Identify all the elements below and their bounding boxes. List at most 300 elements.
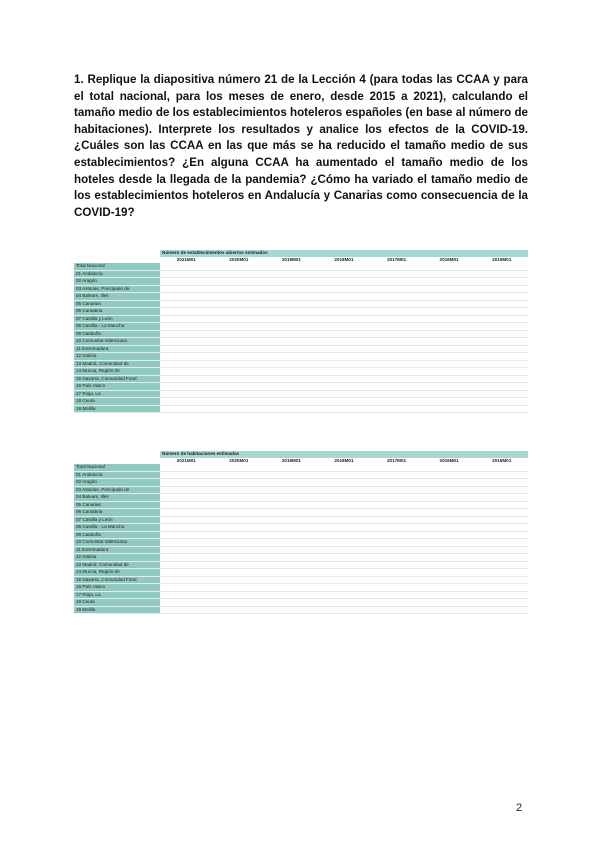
- table-cell: [213, 606, 266, 614]
- table-cell: [370, 383, 423, 391]
- table-cell: [423, 591, 476, 599]
- table-cell: [265, 293, 318, 301]
- table-row: [74, 584, 528, 592]
- table-cell: [475, 606, 528, 614]
- table-cell: [423, 479, 476, 487]
- table-cell: [475, 531, 528, 539]
- table-cell: [265, 464, 318, 471]
- table-cell: [370, 471, 423, 479]
- table-cell: [213, 338, 266, 346]
- table-cell: [213, 471, 266, 479]
- table-cell: [318, 285, 371, 293]
- table-cell: [213, 524, 266, 532]
- table-cell: [213, 270, 266, 278]
- table-row: [74, 338, 528, 346]
- table-cell: [475, 584, 528, 592]
- table-cell: [318, 486, 371, 494]
- table-cell: [160, 405, 213, 413]
- table-cell: [213, 278, 266, 286]
- table-cell: [423, 390, 476, 398]
- table-cell: [423, 531, 476, 539]
- table-cell: [370, 368, 423, 376]
- table-cell: [265, 345, 318, 353]
- table-cell: [213, 405, 266, 413]
- table-cell: [370, 606, 423, 614]
- table-row: [74, 471, 528, 479]
- table-cell: [475, 486, 528, 494]
- table-title: Número de establecimientos abiertos estimados: [160, 250, 528, 257]
- row-label: Total Nacional: [74, 464, 160, 471]
- table-cell: [265, 353, 318, 361]
- table-cell: [160, 524, 213, 532]
- table-cell: [475, 561, 528, 569]
- table-cell: [213, 330, 266, 338]
- table-cell: [318, 539, 371, 547]
- row-label: 06 Cantabria: [74, 308, 160, 316]
- table-cell: [370, 405, 423, 413]
- table-row: [74, 375, 528, 383]
- table-cell: [318, 464, 371, 471]
- table-cell: [423, 554, 476, 562]
- table-cell: [213, 360, 266, 368]
- table-row: [74, 308, 528, 316]
- table-cell: [213, 315, 266, 323]
- table-cell: [160, 471, 213, 479]
- column-header: 2018M01: [318, 458, 371, 465]
- table-cell: [423, 330, 476, 338]
- table-cell: [318, 293, 371, 301]
- table-cell: [423, 368, 476, 376]
- column-header: 2016M01: [423, 257, 476, 264]
- table-cell: [265, 479, 318, 487]
- table-cell: [370, 308, 423, 316]
- table-cell: [423, 278, 476, 286]
- exercise-statement: 1. Replique la diapositiva número 21 de la Lección 4 (para todas las CCAA y para el total nacional, para los meses de enero, desde 2015 a 2021), calculando el tamaño medio de los establecimientos hoteleros españoles (en base al número de habitaciones). Interprete los resultados y analice los efectos de la COVID-19. ¿Cuáles son las CCAA en las que más se ha reducido el tamaño medio de sus establecimientos? ¿En alguna CCAA ha aumentado el tamaño medio de los hoteles desde la llegada de la pandemia? ¿Cómo ha variado el tamaño medio de los establecimientos hoteleros en Andalucía y Canarias como consecuencia de la COVID-19?: [74, 73, 528, 219]
- establishments-grid: [74, 250, 528, 413]
- table-cell: [423, 569, 476, 577]
- table-cell: [370, 584, 423, 592]
- row-label: 04 Balears, Illes: [74, 494, 160, 502]
- table-cell: [265, 270, 318, 278]
- table-cell: [475, 405, 528, 413]
- table-cell: [160, 509, 213, 517]
- table-row: [74, 606, 528, 614]
- table-cell: [475, 398, 528, 406]
- table-row: [74, 569, 528, 577]
- table-row: [74, 479, 528, 487]
- table-cell: [423, 405, 476, 413]
- table-cell: [370, 494, 423, 502]
- column-header: 2020M01: [213, 257, 266, 264]
- table-cell: [475, 539, 528, 547]
- table-cell: [160, 278, 213, 286]
- table-cell: [475, 383, 528, 391]
- row-label: 01 Andalucía: [74, 471, 160, 479]
- table-cell: [265, 338, 318, 346]
- column-header: 2019M01: [265, 257, 318, 264]
- row-label: 12 Galicia: [74, 353, 160, 361]
- table-cell: [318, 599, 371, 607]
- table-cell: [213, 308, 266, 316]
- row-label: 03 Asturias, Principado de: [74, 285, 160, 293]
- table-cell: [318, 576, 371, 584]
- table-cell: [423, 338, 476, 346]
- table-cell: [265, 591, 318, 599]
- row-label: 13 Madrid, Comunidad de: [74, 561, 160, 569]
- table-cell: [370, 353, 423, 361]
- table-cell: [160, 599, 213, 607]
- table-cell: [318, 315, 371, 323]
- table-cell: [265, 486, 318, 494]
- table-cell: [423, 263, 476, 270]
- table-cell: [423, 576, 476, 584]
- table-cell: [160, 531, 213, 539]
- establishments-table: [74, 250, 528, 413]
- table-cell: [213, 599, 266, 607]
- table-cell: [318, 308, 371, 316]
- row-label: 09 Cataluña: [74, 330, 160, 338]
- table-cell: [160, 323, 213, 331]
- table-cell: [423, 383, 476, 391]
- table-cell: [475, 338, 528, 346]
- table-cell: [160, 330, 213, 338]
- table-cell: [423, 285, 476, 293]
- table-cell: [318, 471, 371, 479]
- table-cell: [213, 285, 266, 293]
- table-row: [74, 539, 528, 547]
- table-cell: [318, 353, 371, 361]
- table-cell: [475, 471, 528, 479]
- table-cell: [213, 293, 266, 301]
- row-label: 10 Comunitat Valenciana: [74, 539, 160, 547]
- table-cell: [160, 539, 213, 547]
- table-cell: [318, 584, 371, 592]
- table-cell: [423, 486, 476, 494]
- table-cell: [475, 375, 528, 383]
- table-cell: [423, 599, 476, 607]
- table-cell: [475, 546, 528, 554]
- table-cell: [213, 300, 266, 308]
- table-cell: [213, 345, 266, 353]
- row-label: 16 País Vasco: [74, 584, 160, 592]
- table-cell: [318, 300, 371, 308]
- table-cell: [370, 569, 423, 577]
- column-header: 2021M01: [160, 257, 213, 264]
- table-row: [74, 591, 528, 599]
- table-cell: [370, 315, 423, 323]
- table-cell: [423, 375, 476, 383]
- table-cell: [160, 368, 213, 376]
- table-cell: [318, 345, 371, 353]
- column-header: 2017M01: [370, 458, 423, 465]
- table-cell: [423, 323, 476, 331]
- table-row: [74, 360, 528, 368]
- row-label: 19 Melilla: [74, 606, 160, 614]
- table-cell: [213, 546, 266, 554]
- table-cell: [213, 516, 266, 524]
- table-cell: [213, 584, 266, 592]
- table-cell: [160, 345, 213, 353]
- table-cell: [370, 338, 423, 346]
- table-cell: [423, 539, 476, 547]
- table-row: [74, 576, 528, 584]
- table-cell: [265, 398, 318, 406]
- row-label: 11 Extremadura: [74, 546, 160, 554]
- table-cell: [265, 599, 318, 607]
- table-cell: [160, 576, 213, 584]
- table-cell: [213, 539, 266, 547]
- table-cell: [213, 353, 266, 361]
- table-cell: [475, 278, 528, 286]
- row-label: 07 Castilla y León: [74, 315, 160, 323]
- table-cell: [423, 509, 476, 517]
- row-label: 18 Ceuta: [74, 398, 160, 406]
- table-cell: [160, 360, 213, 368]
- table-cell: [318, 569, 371, 577]
- row-label: 05 Canarias: [74, 300, 160, 308]
- table-row: [74, 501, 528, 509]
- page-number: 2: [516, 802, 523, 814]
- table-cell: [318, 375, 371, 383]
- table-cell: [370, 263, 423, 270]
- table-row: [74, 494, 528, 502]
- table-cell: [265, 368, 318, 376]
- row-label: 06 Cantabria: [74, 509, 160, 517]
- table-row: [74, 315, 528, 323]
- table-cell: [370, 293, 423, 301]
- table-cell: [213, 368, 266, 376]
- table-cell: [265, 278, 318, 286]
- row-label: 01 Andalucía: [74, 270, 160, 278]
- table-cell: [213, 561, 266, 569]
- table-cell: [370, 501, 423, 509]
- table-cell: [160, 263, 213, 270]
- table-row: [74, 554, 528, 562]
- table-cell: [318, 360, 371, 368]
- table-cell: [160, 486, 213, 494]
- row-label: 14 Murcia, Región de: [74, 368, 160, 376]
- table-cell: [318, 509, 371, 517]
- table-cell: [318, 554, 371, 562]
- table-cell: [475, 270, 528, 278]
- table-cell: [213, 263, 266, 270]
- table-cell: [160, 479, 213, 487]
- table-cell: [370, 554, 423, 562]
- row-label: 10 Comunitat Valenciana: [74, 338, 160, 346]
- table-cell: [423, 345, 476, 353]
- table-cell: [475, 300, 528, 308]
- table-cell: [475, 569, 528, 577]
- row-label: 18 Ceuta: [74, 599, 160, 607]
- table-cell: [213, 479, 266, 487]
- table-cell: [160, 383, 213, 391]
- row-label: 08 Castilla - La Mancha: [74, 323, 160, 331]
- table-cell: [265, 584, 318, 592]
- table-cell: [265, 501, 318, 509]
- table-cell: [370, 278, 423, 286]
- row-label: 15 Navarra, Comunidad Foral: [74, 375, 160, 383]
- table-cell: [423, 300, 476, 308]
- table-title: Número de habitaciones estimadas: [160, 451, 528, 458]
- table-cell: [370, 330, 423, 338]
- table-cell: [213, 494, 266, 502]
- table-cell: [370, 360, 423, 368]
- table-cell: [213, 375, 266, 383]
- table-cell: [318, 263, 371, 270]
- row-label: 08 Castilla - La Mancha: [74, 524, 160, 532]
- table-cell: [475, 285, 528, 293]
- table-cell: [370, 285, 423, 293]
- table-cell: [265, 516, 318, 524]
- table-cell: [265, 405, 318, 413]
- table-row: [74, 383, 528, 391]
- table-cell: [318, 368, 371, 376]
- table-cell: [265, 383, 318, 391]
- row-label: 05 Canarias: [74, 501, 160, 509]
- table-cell: [160, 569, 213, 577]
- table-row: [74, 561, 528, 569]
- table-cell: [265, 315, 318, 323]
- table-cell: [423, 315, 476, 323]
- table-cell: [160, 561, 213, 569]
- table-row: [74, 524, 528, 532]
- table-cell: [213, 591, 266, 599]
- table-row: [74, 285, 528, 293]
- table-cell: [160, 501, 213, 509]
- table-cell: [265, 524, 318, 532]
- table-cell: [475, 360, 528, 368]
- rooms-grid: [74, 451, 528, 614]
- table-cell: [475, 368, 528, 376]
- table-row: [74, 345, 528, 353]
- row-label: Total Nacional: [74, 263, 160, 270]
- column-header: 2017M01: [370, 257, 423, 264]
- table-cell: [265, 576, 318, 584]
- table-cell: [475, 591, 528, 599]
- table-cell: [318, 524, 371, 532]
- table-cell: [318, 405, 371, 413]
- table-row: [74, 486, 528, 494]
- table-cell: [370, 546, 423, 554]
- table-cell: [265, 554, 318, 562]
- table-cell: [318, 606, 371, 614]
- table-cell: [370, 300, 423, 308]
- table-cell: [213, 576, 266, 584]
- table-cell: [370, 390, 423, 398]
- table-cell: [370, 524, 423, 532]
- table-cell: [265, 300, 318, 308]
- table-cell: [370, 398, 423, 406]
- table-cell: [318, 479, 371, 487]
- table-cell: [475, 554, 528, 562]
- table-cell: [265, 561, 318, 569]
- table-cell: [160, 606, 213, 614]
- row-label: 19 Melilla: [74, 405, 160, 413]
- table-cell: [423, 353, 476, 361]
- table-cell: [318, 531, 371, 539]
- table-cell: [213, 383, 266, 391]
- table-cell: [475, 501, 528, 509]
- table-cell: [160, 285, 213, 293]
- table-cell: [318, 561, 371, 569]
- row-label: 11 Extremadura: [74, 345, 160, 353]
- table-cell: [265, 285, 318, 293]
- table-cell: [475, 293, 528, 301]
- table-row: [74, 531, 528, 539]
- table-cell: [370, 509, 423, 517]
- table-cell: [160, 464, 213, 471]
- table-cell: [318, 338, 371, 346]
- table-cell: [423, 561, 476, 569]
- table-cell: [423, 270, 476, 278]
- table-cell: [318, 278, 371, 286]
- rooms-table: [74, 451, 528, 614]
- table-cell: [265, 471, 318, 479]
- table-cell: [370, 479, 423, 487]
- table-row: [74, 278, 528, 286]
- table-cell: [370, 576, 423, 584]
- table-cell: [160, 398, 213, 406]
- table-cell: [475, 345, 528, 353]
- table-cell: [423, 398, 476, 406]
- table-cell: [213, 464, 266, 471]
- table-cell: [423, 546, 476, 554]
- table-cell: [475, 315, 528, 323]
- table-row: [74, 516, 528, 524]
- table-cell: [213, 569, 266, 577]
- row-label: 04 Balears, Illes: [74, 293, 160, 301]
- table-cell: [475, 390, 528, 398]
- row-label: 15 Navarra, Comunidad Foral: [74, 576, 160, 584]
- table-cell: [160, 270, 213, 278]
- table-cell: [265, 263, 318, 270]
- table-cell: [265, 509, 318, 517]
- table-cell: [318, 383, 371, 391]
- row-label: 02 Aragón: [74, 479, 160, 487]
- table-cell: [318, 323, 371, 331]
- row-label: 16 País Vasco: [74, 383, 160, 391]
- table-cell: [160, 315, 213, 323]
- table-cell: [423, 524, 476, 532]
- table-cell: [370, 323, 423, 331]
- table-cell: [213, 486, 266, 494]
- table-cell: [370, 561, 423, 569]
- table-cell: [318, 591, 371, 599]
- column-header: 2015M01: [475, 257, 528, 264]
- table-cell: [423, 494, 476, 502]
- table-cell: [370, 345, 423, 353]
- table-cell: [475, 576, 528, 584]
- row-label: 13 Madrid, Comunidad de: [74, 360, 160, 368]
- table-cell: [160, 591, 213, 599]
- table-cell: [265, 569, 318, 577]
- table-cell: [475, 263, 528, 270]
- table-cell: [370, 539, 423, 547]
- table-row: [74, 368, 528, 376]
- table-cell: [213, 509, 266, 517]
- table-cell: [475, 516, 528, 524]
- table-cell: [160, 516, 213, 524]
- table-cell: [370, 591, 423, 599]
- table-cell: [318, 330, 371, 338]
- table-cell: [318, 546, 371, 554]
- table-row: [74, 390, 528, 398]
- table-cell: [423, 471, 476, 479]
- table-cell: [475, 323, 528, 331]
- table-cell: [213, 501, 266, 509]
- table-cell: [423, 293, 476, 301]
- table-cell: [475, 308, 528, 316]
